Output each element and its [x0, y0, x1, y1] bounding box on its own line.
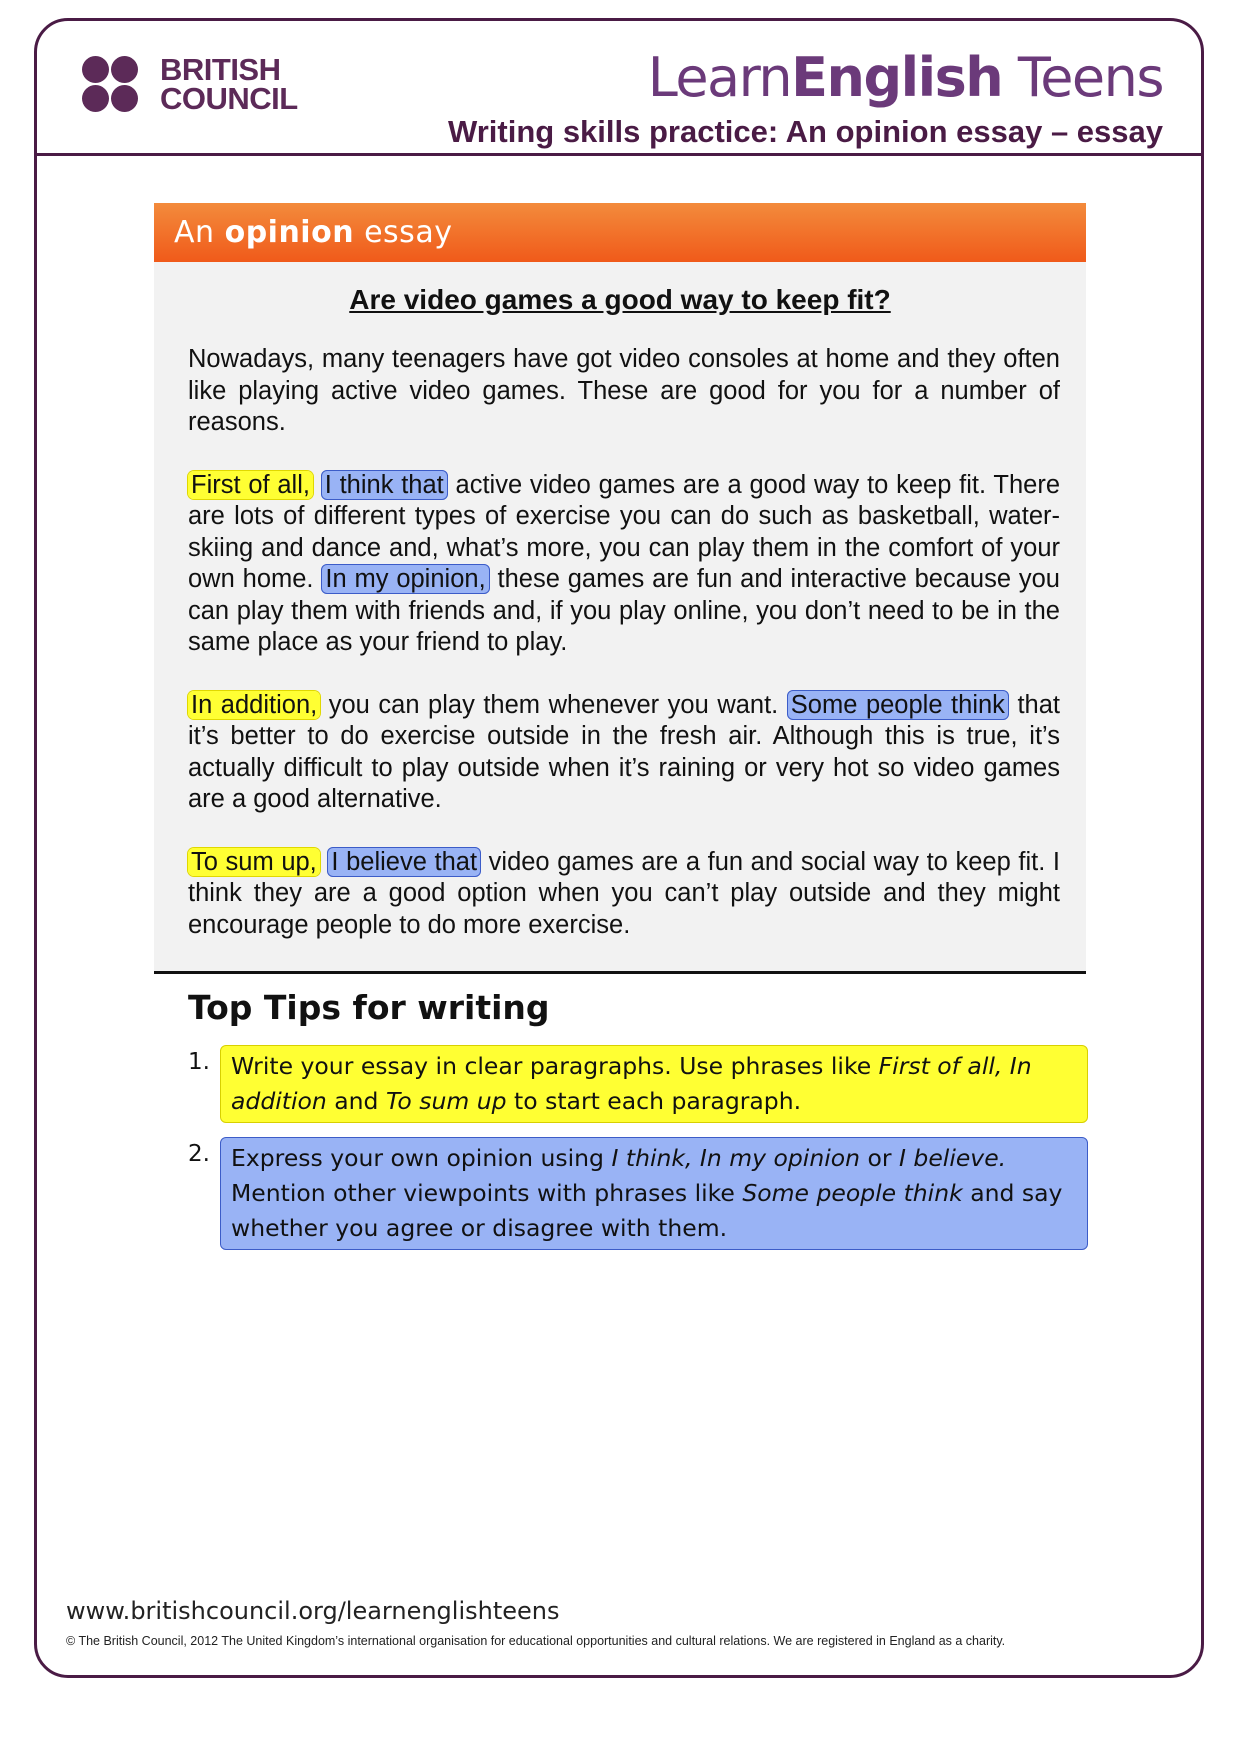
tip-text: or — [860, 1144, 900, 1172]
tip-box-blue — [220, 1137, 1088, 1250]
opinion-highlight: Some people think — [787, 690, 1009, 720]
essay-card — [154, 203, 1086, 974]
opinion-highlight: I believe that — [327, 847, 481, 877]
banner-post: essay — [354, 215, 453, 250]
tip-example: Some people think — [742, 1179, 963, 1207]
tip-text: Write your essay in clear paragraphs. Use phrases like — [231, 1052, 879, 1080]
paragraph-text: these games are fun and interactive because you can play them with friends and, if you play online, you don’t need to be in the same place as your friend to play. — [188, 565, 1060, 656]
paragraph-text: active video games are a good way to keep fit. There are lots of different types of exercise you can do such as basketball, water-skiing and dance and, what’s more, you can play them in the comfort of your own home. — [188, 470, 1060, 593]
opinion-highlight: In my opinion, — [321, 564, 489, 594]
banner-bold: opinion — [224, 215, 355, 250]
british-council-logo — [82, 52, 298, 116]
logo-line-2: COUNCIL — [160, 81, 298, 116]
header-divider — [34, 153, 1204, 156]
essay-paragraph-1: Nowadays, many teenagers have got video consoles at home and they often like playing active video games. These are good for you for a number of reasons. — [188, 345, 1060, 436]
brand-teens: Teens — [1002, 46, 1163, 109]
essay-paragraph-3 — [188, 690, 1060, 816]
brand-learn: Learn — [647, 46, 792, 109]
tip-item-2 — [188, 1137, 1088, 1250]
worksheet-subtitle: Writing skills practice: An opinion essay – essay — [448, 114, 1163, 149]
linker-highlight: In addition, — [188, 691, 320, 719]
tip-text: and — [326, 1087, 386, 1115]
learnenglish-teens-brand — [648, 46, 1163, 109]
tip-number: 1. — [188, 1049, 210, 1075]
tip-item-1 — [188, 1045, 1088, 1123]
essay-body — [154, 344, 1086, 941]
logo-line-1: BRITISH — [160, 52, 281, 87]
essay-title: Are video games a good way to keep fit? — [349, 284, 891, 315]
logo-text — [160, 52, 298, 116]
tip-example: I think, In my opinion — [611, 1144, 861, 1172]
card-banner — [154, 203, 1086, 262]
brand-english: English — [791, 46, 1003, 109]
logo-dots-icon — [82, 56, 152, 112]
tip-text: Express your own opinion using — [231, 1144, 612, 1172]
tip-text: and say whether you agree or disagree with them. — [231, 1179, 1063, 1242]
essay-paragraph-4 — [188, 847, 1060, 942]
tip-example: To sum up — [385, 1087, 507, 1115]
tips-title: Top Tips for writing — [188, 988, 550, 1027]
essay-paragraph-2 — [188, 470, 1060, 659]
tip-example: First of all, In addition — [231, 1052, 1032, 1115]
paragraph-text: video games are a fun and social way to keep fit. I think they are a good option when you can’t play outside and they might encourage people to do more exercise. — [188, 847, 1060, 939]
linker-highlight: To sum up, — [188, 848, 320, 876]
paragraph-text: that it’s better to do exercise outside in the fresh air. Although this is true, it’s actually difficult to play outside when it’s raining or very hot so video games are a good alternative. — [188, 690, 1060, 813]
footer-url-link[interactable]: www.britishcouncil.org/learnenglishteens — [66, 1597, 560, 1625]
linker-highlight: First of all, — [188, 471, 313, 499]
opinion-highlight: I think that — [321, 470, 448, 500]
paragraph-text: you can play them whenever you want. — [320, 690, 787, 719]
tip-text: to start each paragraph. — [506, 1087, 802, 1115]
tip-example: I believe. — [899, 1144, 1007, 1172]
tip-text: Mention other viewpoints with phrases like — [231, 1179, 743, 1207]
top-tips-section — [188, 988, 1088, 1264]
footer-copyright: © The British Council, 2012 The United Kingdom’s international organisation for educational opportunities and cultural relations. We are registered in England as a charity. — [66, 1634, 1006, 1648]
tip-box-yellow — [220, 1045, 1088, 1123]
banner-pre: An — [174, 215, 225, 250]
tip-number: 2. — [188, 1141, 210, 1167]
